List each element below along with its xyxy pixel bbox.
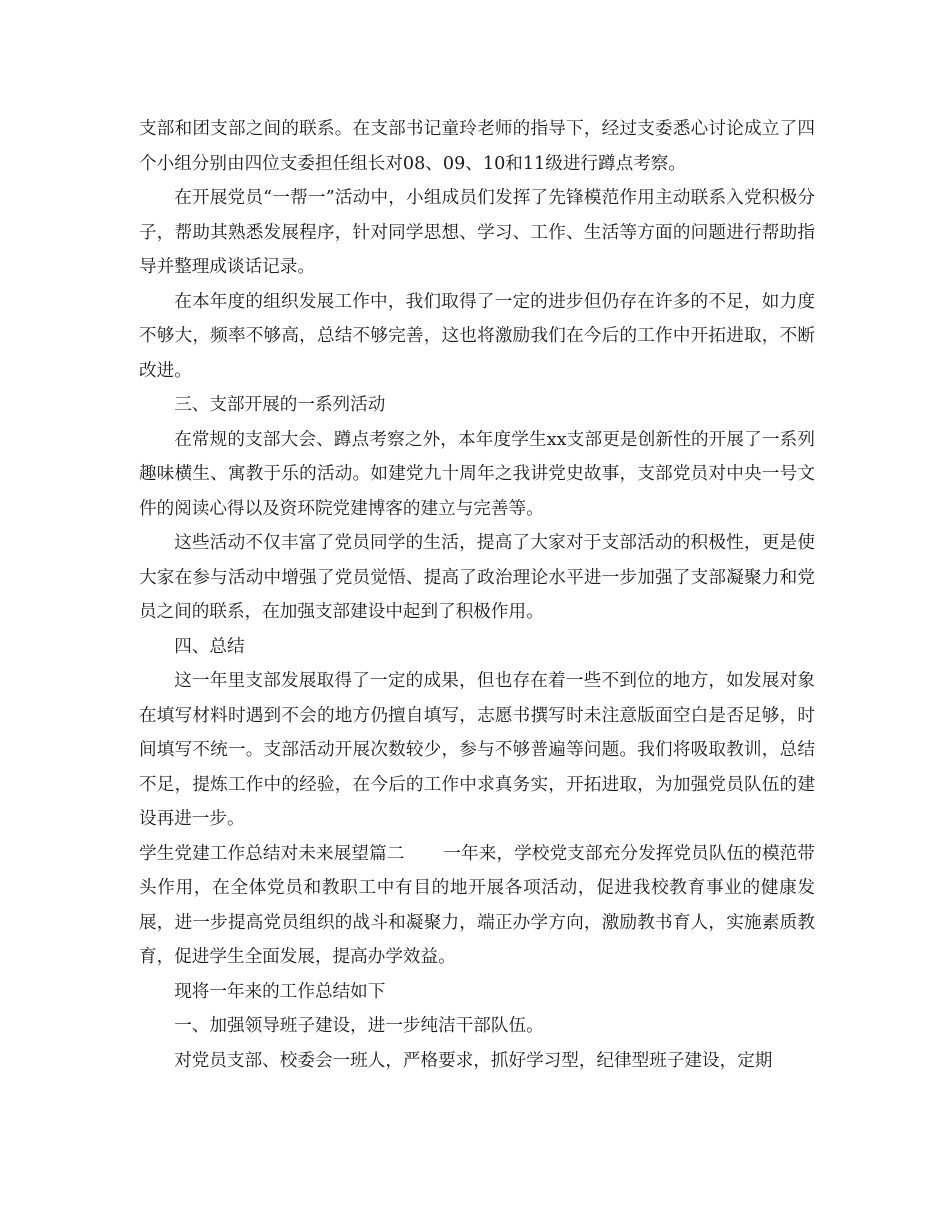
section-heading-activities: 三、支部开展的一系列活动 bbox=[174, 395, 386, 415]
paragraph-branch-contact: 支部和团支部之间的联系。在支部书记童玲老师的指导下，经过支委悉心讨论成立了四个小组分别由四位支委担任组长对08、09、10和11级进行蹲点考察。 bbox=[139, 119, 815, 174]
paragraph-activities-overview: 在常规的支部大会、蹲点考察之外，本年度学生xx支部更是创新性的开展了一系列趣味横生、寓教于乐的活动。如建党九十周年之我讲党史故事，支部党员对中央一号文件的阅读心得以及资环院党建博客的建立与完善等。 bbox=[139, 429, 815, 519]
paragraph-leadership: 对党员支部、校委会一班人，严格要求，抓好学习型，纪律型班子建设，定期 bbox=[174, 1050, 773, 1071]
paragraph-organization-development: 在本年度的组织发展工作中，我们取得了一定的进步但仍存在许多的不足，如力度不够大，频率不够高，总结不够完善，这也将激励我们在今后的工作中开拓进取，不断改进。 bbox=[139, 291, 815, 381]
paragraph-summary-intro: 现将一年来的工作总结如下 bbox=[174, 981, 386, 1002]
document-body bbox=[139, 112, 815, 1078]
paragraph-year-review: 一年来，学校党支部充分发挥党员队伍的模范带头作用，在全体党员和教职工中有目的地开展各项活动，促进我校教育事业的健康发展，进一步提高党员组织的战斗和凝聚力，端正办学方向，激励教书育人，实施素质教育，促进学生全面发展，提高办学效益。 bbox=[139, 843, 815, 967]
paragraph-one-help-one: 在开展党员“一帮一”活动中，小组成员们发挥了先锋模范作用主动联系入党积极分子，帮助其熟悉发展程序，针对同学思想、学习、工作、生活等方面的问题进行帮助指导并整理成谈话记录。 bbox=[139, 188, 815, 277]
article-title: 学生党建工作总结对未来展望篇二 bbox=[139, 843, 405, 864]
paragraph-summary: 这一年里支部发展取得了一定的成果，但也存在着一些不到位的地方，如发展对象在填写材料时遇到不会的地方仍擅自填写，志愿书撰写时未注意版面空白是否足够，时间填写不统一。支部活动开展次数较少，参与不够普遍等问题。我们将吸取教训，总结不足，提炼工作中的经验，在今后的工作中求真务实，开拓进取，为加强党员队伍的建设再进一步。 bbox=[139, 671, 815, 829]
paragraph-article-two bbox=[139, 837, 815, 975]
section-heading-leadership: 一、加强领导班子建设，进一步纯洁干部队伍。 bbox=[174, 1016, 544, 1036]
section-heading-summary: 四、总结 bbox=[174, 636, 245, 657]
paragraph-activities-effect: 这些活动不仅丰富了党员同学的生活，提高了大家对于支部活动的积极性，更是使大家在参与活动中增强了党员觉悟、提高了政治理论水平进一步加强了支部凝聚力和党员之间的联系，在加强支部建设中起到了积极作用。 bbox=[139, 533, 815, 622]
